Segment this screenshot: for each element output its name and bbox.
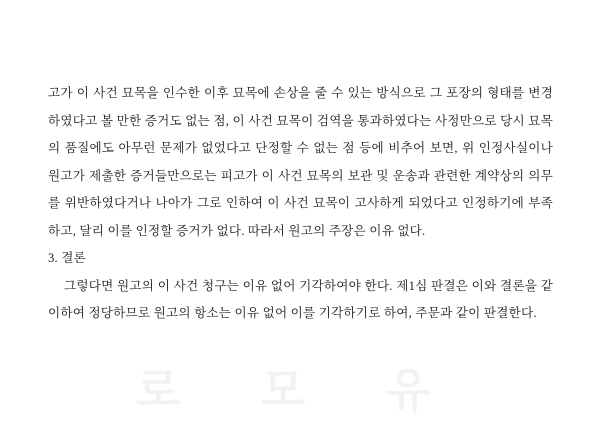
paragraph-conclusion: 그렇다면 원고의 이 사건 청구는 이유 없어 기각하여야 한다. 제1심 판결은 이와 결론을 같이하여 정당하므로 원고의 항소는 이유 없어 이를 기각하기로 하여, 주문과 같이 판결한다. bbox=[48, 278, 553, 320]
paragraph-main-reasoning: 고가 이 사건 묘목을 인수한 이후 묘목에 손상을 줄 수 있는 방식으로 그 포장의 형태를 변경하였다고 볼 만한 증거도 없는 점, 이 사건 묘목이 검역을 통과하였다는 사정만으로 당시 묘목의 품질에도 아무런 문제가 없었다고 단정할 수 없는 점 등에 비추어 보면, 위 인정사실이나 원고가 제출한 증거들만으로는 피고가 이 사건 묘목의 보관 및 운송과 관련한 계약상의 의무를 위반하였다거나 나아가 그로 인하여 이 사건 묘목이 고사하게 되었다고 인정하기에 부족하고, 달리 이를 인정할 증거가 없다. 따라서 원고의 주장은 이유 없다. bbox=[48, 86, 553, 238]
section-heading-conclusion: 3. 결론 bbox=[48, 251, 86, 265]
watermark-text: 로 모 유 bbox=[135, 364, 465, 416]
document-body bbox=[48, 80, 553, 328]
